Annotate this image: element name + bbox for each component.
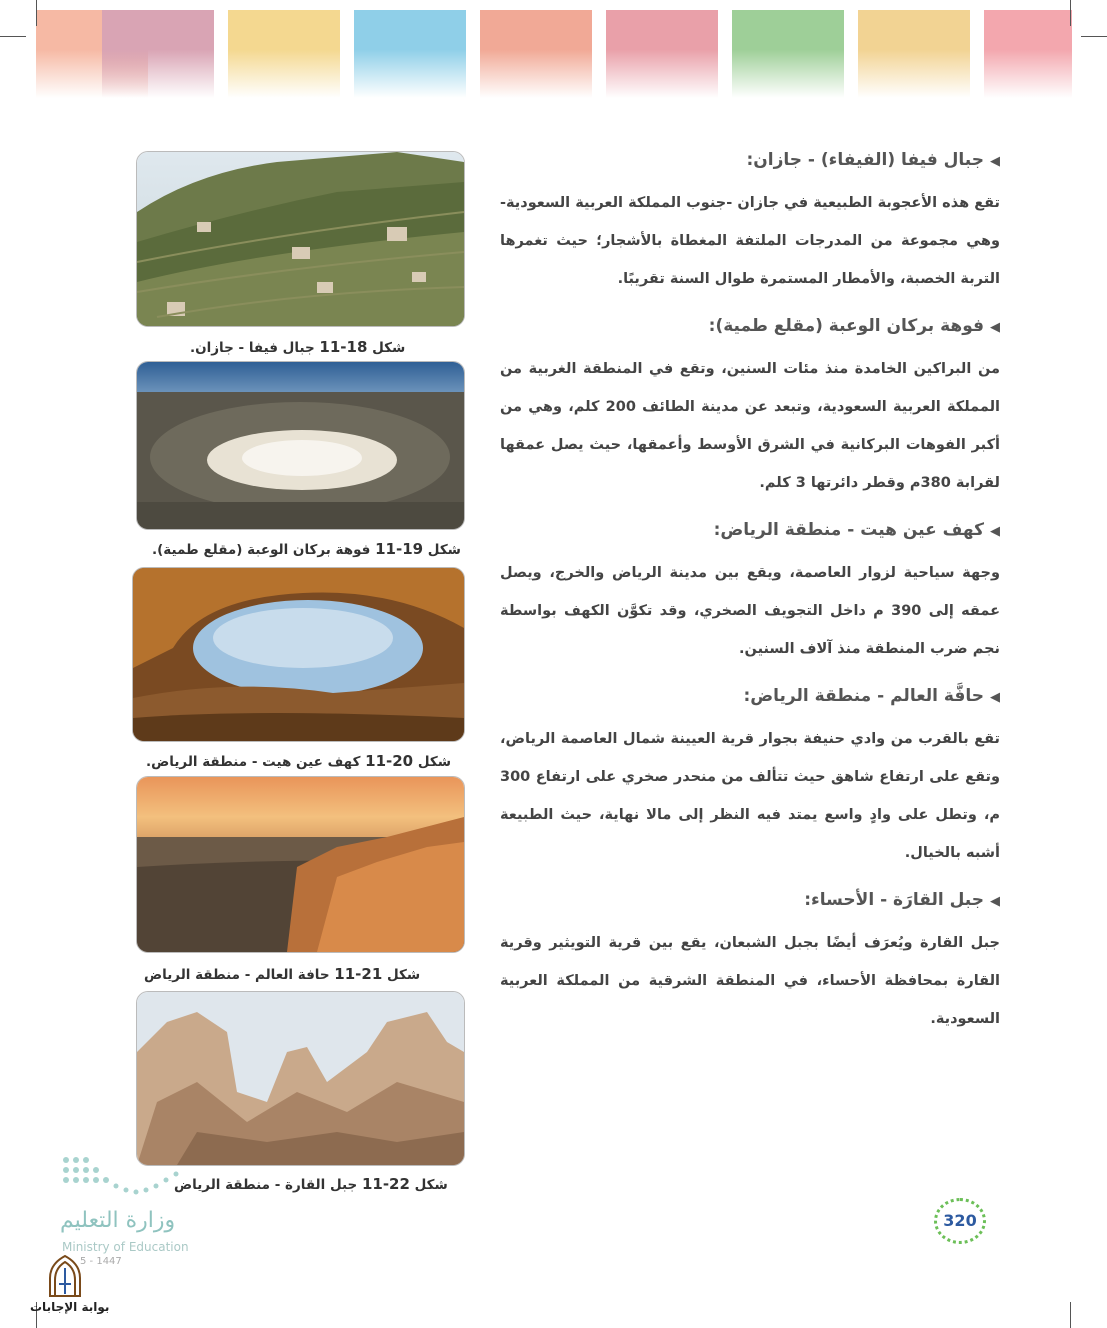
section-qarah [500,886,1000,1038]
section-text: من البراكين الخامدة منذ مئات السنين، وتقع في المنطقة الغربية من المملكة العربية السعودية، وتبعد عن مدينة الطائف 200 كلم، وهي من أكبر الفوهات البركانية في الشرق الأوسط وأعمقها، حيث يصل عمقها لقرابة 380م وقطر دائرتها 3 كلم. [500,361,1000,491]
crop-mark [1081,36,1107,37]
crop-mark [36,0,37,26]
section-heading: ◀حافَّة العالم - منطقة الرياض: [743,686,1000,706]
ministry-dots-icon [62,1156,202,1200]
color-tab [732,10,844,98]
section-text: وجهة سياحية لزوار العاصمة، ويقع بين مدينة الرياض والخرج، ويصل عمقه إلى 390 م داخل التجويف الصخري، وقد تكوَّن الكهف بواسطة نجم ضرب المنطقة منذ آلاف السنين. [500,565,1000,657]
answers-gate-label: بوابة الإجابات [30,1300,110,1314]
figure-caption: شكل 20-11 كهف عين هيت - منطقة الرياض. [146,752,452,770]
section-fifa [500,146,1000,298]
section-text: جبل القارة ويُعرَف أيضًا بجبل الشبعان، يقع بين قرية التويثير وقرية القارة بمحافظة الأحساء، في المنطقة الشرقية من المملكة العربية السعودية. [500,935,1000,1027]
ministry-name-ar: وزارة التعليم [60,1208,176,1233]
color-tab [228,10,340,98]
photo-wabah-crater [136,361,465,530]
text-column [500,146,1000,1052]
section-heading: ◀كهف عين هيت - منطقة الرياض: [713,520,1000,540]
triangle-bullet-icon: ◀ [990,320,1000,335]
section-heading: ◀فوهة بركان الوعبة (مقلع طمية): [708,316,1000,336]
figure-caption: شكل 19-11 فوهة بركان الوعبة (مقلع طمية). [152,540,461,558]
ministry-name-en: Ministry of Education [62,1240,189,1254]
section-heading: ◀جبل القارَة - الأحساء: [804,890,1000,910]
triangle-bullet-icon: ◀ [990,894,1000,909]
section-text: تقع هذه الأعجوبة الطبيعية في جازان -جنوب المملكة العربية السعودية- وهي مجموعة من المدرجات الملتفة المغطاة بالأشجار؛ حيث تغمرها التربة الخصبة، والأمطار المستمرة طوال السنة تقريبًا. [500,195,1000,287]
color-tab [354,10,466,98]
crop-mark [1070,0,1071,26]
triangle-bullet-icon: ◀ [990,524,1000,539]
figure-caption: شكل 18-11 جبال فيفا - جازان. [190,338,406,356]
color-tab [102,10,214,98]
color-tab [984,10,1072,98]
figure-caption: شكل 21-11 حافة العالم - منطقة الرياض [144,965,421,983]
crop-mark [1070,1302,1071,1328]
section-wabah [500,312,1000,502]
color-tab [480,10,592,98]
edition-year: 5 - 1447 [80,1256,122,1267]
photo-qarah-mountain [136,991,465,1166]
color-tabs [36,10,1072,98]
color-tab [606,10,718,98]
crop-mark [0,36,26,37]
triangle-bullet-icon: ◀ [990,690,1000,705]
photo-edge-of-world [136,776,465,953]
section-text: تقع بالقرب من وادي حنيفة بجوار قرية العيينة شمال العاصمة الرياض، وتقع على ارتفاع شاهق حيث تتألف من منحدر صخري على ارتفاع 300 م، وتطل على وادٍ واسع يمتد فيه النظر إلى مالا نهاية، حيث الطبيعة أشبه بالخيال. [500,731,1000,861]
answers-gate-logo-icon [44,1254,86,1298]
section-heading: ◀جبال فيفا (الفيفاء) - جازان: [746,150,1000,170]
photo-fifa-mountains [136,151,465,327]
section-edge-of-world [500,682,1000,872]
photo-ain-heet-cave [132,567,465,742]
color-tab [858,10,970,98]
page-number: 320 [934,1198,986,1244]
section-ain-heet [500,516,1000,668]
triangle-bullet-icon: ◀ [990,154,1000,169]
figure-caption: شكل 22-11 جبل القارة - منطقة الرياض [174,1175,448,1193]
